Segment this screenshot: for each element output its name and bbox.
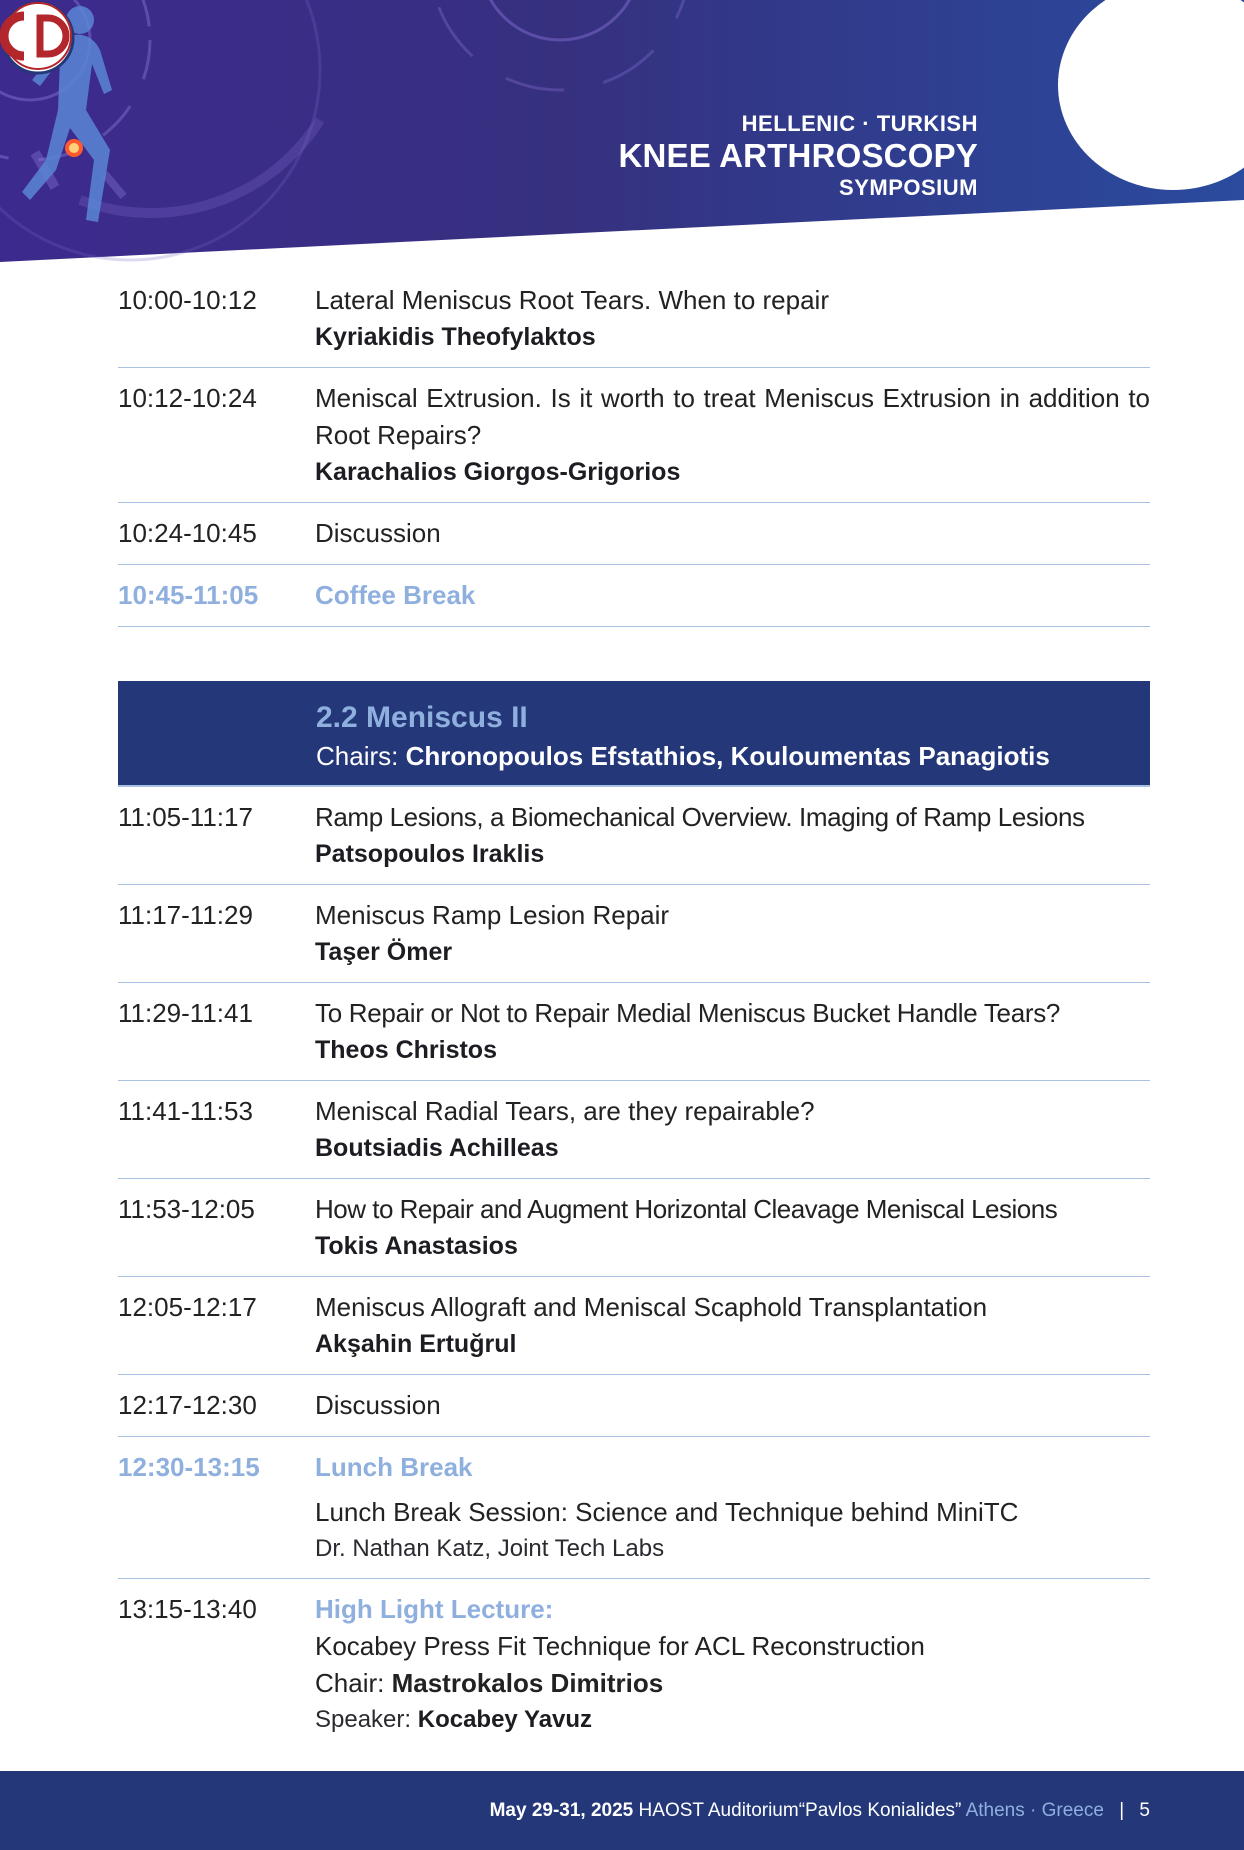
schedule-row (118, 1375, 1150, 1437)
talk-title: Kocabey Press Fit Technique for ACL Reconstruction (315, 1631, 925, 1661)
session-title: 2.2 Meniscus II (316, 701, 528, 734)
time-slot: 11:53-12:05 (118, 1194, 255, 1224)
talk-title: How to Repair and Augment Horizontal Cleavage Meniscal Lesions (315, 1194, 1058, 1224)
event-city: Athens · Greece (965, 1800, 1104, 1821)
time-slot: 10:24-10:45 (118, 518, 257, 548)
time-slot: 10:00-10:12 (118, 285, 257, 315)
footer-bar (0, 1771, 1244, 1850)
turkish-society-logo-icon (0, 0, 78, 72)
schedule-table (118, 270, 1150, 1749)
talk-details (315, 1591, 1150, 1737)
speaker-name: Taşer Ömer (315, 938, 453, 966)
schedule-row-highlight (118, 1579, 1150, 1749)
time-slot: 12:17-12:30 (118, 1390, 257, 1420)
time-slot: 10:12-10:24 (118, 383, 257, 413)
speaker-name: Kocabey Yavuz (417, 1706, 593, 1733)
talk-title: Meniscus Ramp Lesion Repair (315, 900, 670, 930)
schedule-row (118, 885, 1150, 983)
speaker-name: Kyriakidis Theofylaktos (315, 323, 596, 351)
schedule-row-lunch (118, 1437, 1150, 1579)
talk-title: Meniscal Extrusion. Is it worth to treat Meniscus Extrusion in addition to Root Repairs? (315, 383, 1150, 450)
talk-title: Ramp Lesions, a Biomechanical Overview. Imaging of Ramp Lesions (315, 802, 1085, 832)
footer-separator: | (1119, 1800, 1125, 1821)
speaker-name: Tokis Anastasios (315, 1232, 518, 1260)
schedule-row (118, 1277, 1150, 1375)
talk-title: Meniscus Allograft and Meniscal Scaphold Transplantation (315, 1292, 988, 1322)
talk-title: Lateral Meniscus Root Tears. When to repair (315, 285, 829, 315)
talk-title: Discussion (315, 518, 441, 548)
time-slot: 13:15-13:40 (118, 1594, 257, 1624)
talk-details (315, 515, 1150, 552)
title-line-3: SYMPOSIUM (839, 175, 978, 200)
talk-details (315, 1289, 1150, 1362)
section-gap (118, 627, 1150, 681)
speaker-label: Speaker: (315, 1706, 412, 1733)
chair-label: Chair: (315, 1668, 385, 1698)
time-slot: 11:41-11:53 (118, 1096, 253, 1126)
speaker-name: Akşahin Ertuğrul (315, 1330, 517, 1358)
event-date: May 29-31, 2025 (489, 1800, 634, 1821)
talk-details (315, 799, 1150, 872)
schedule-row (118, 1081, 1150, 1179)
break-title: Lunch Break (315, 1452, 473, 1482)
event-venue: HAOST Auditorium“Pavlos Konialides” (638, 1800, 962, 1821)
highlight-speaker (315, 1702, 1150, 1737)
talk-details (315, 1387, 1150, 1424)
schedule-row (118, 270, 1150, 368)
speaker-name: Boutsiadis Achilleas (315, 1134, 559, 1162)
talk-details (315, 1449, 1150, 1566)
session-chairs (316, 737, 1150, 775)
time-slot: 12:05-12:17 (118, 1292, 257, 1322)
highlight-label: High Light Lecture: (315, 1594, 554, 1624)
talk-details (315, 1191, 1150, 1264)
lunch-session-speaker: Dr. Nathan Katz, Joint Tech Labs (315, 1535, 665, 1562)
schedule-row-break (118, 565, 1150, 627)
talk-details (315, 995, 1150, 1068)
talk-details (315, 282, 1150, 355)
talk-title: Meniscal Radial Tears, are they repairable? (315, 1096, 815, 1126)
highlight-chair (315, 1665, 1150, 1702)
chair-name: Mastrokalos Dimitrios (391, 1668, 664, 1698)
talk-details (315, 1093, 1150, 1166)
talk-details (315, 897, 1150, 970)
time-slot: 10:45-11:05 (118, 580, 259, 610)
time-slot: 11:29-11:41 (118, 998, 253, 1028)
schedule-row (118, 368, 1150, 503)
chairs-label: Chairs: (316, 741, 399, 771)
page-number: 5 (1139, 1800, 1150, 1821)
session-header (118, 681, 1150, 787)
talk-title: Discussion (315, 1390, 441, 1420)
schedule-row (118, 787, 1150, 885)
time-slot: 11:17-11:29 (118, 900, 253, 930)
talk-details (315, 577, 1150, 614)
schedule-row (118, 983, 1150, 1081)
break-title: Coffee Break (315, 580, 476, 610)
footer-info (490, 1797, 1150, 1825)
header-banner (0, 0, 1244, 262)
time-slot: 12:30-13:15 (118, 1452, 260, 1482)
symposium-title (612, 110, 978, 202)
time-slot: 11:05-11:17 (118, 802, 253, 832)
schedule-row (118, 1179, 1150, 1277)
speaker-name: Theos Christos (315, 1036, 497, 1064)
title-line-2: KNEE ARTHROSCOPY (618, 137, 978, 174)
schedule-row (118, 503, 1150, 565)
title-line-1: HELLENIC · TURKISH (741, 111, 978, 136)
chairs-names: Chronopoulos Efstathios, Kouloumentas Panagiotis (405, 741, 1050, 771)
lunch-session-title: Lunch Break Session: Science and Technique behind MiniTC (315, 1497, 1019, 1527)
speaker-name: Karachalios Giorgos-Grigorios (315, 458, 681, 486)
talk-title: To Repair or Not to Repair Medial Meniscus Bucket Handle Tears? (315, 998, 1061, 1028)
speaker-name: Patsopoulos Iraklis (315, 840, 545, 868)
talk-details (315, 380, 1150, 490)
